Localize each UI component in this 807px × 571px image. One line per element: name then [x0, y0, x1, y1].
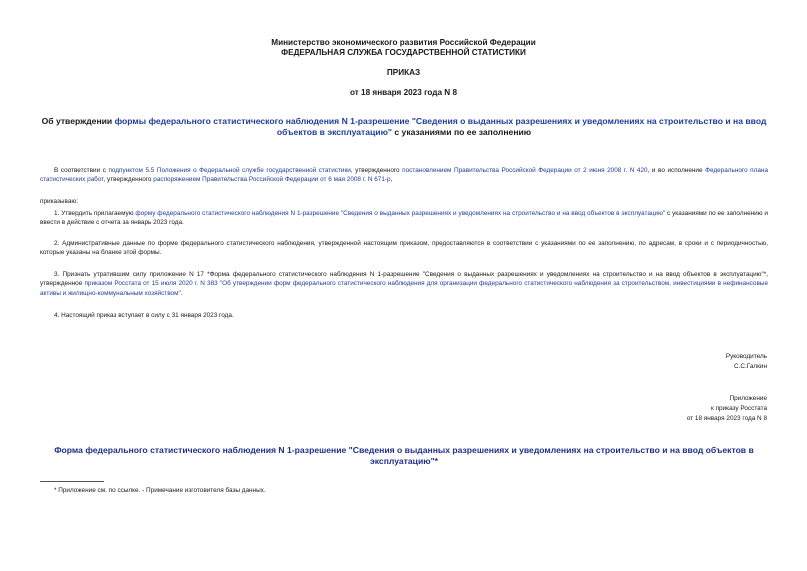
item-1-text-end: с указаниями по ее заполнению и ввести в действие с отчета за январь 2023 года. — [40, 210, 768, 227]
item-3-text-end: . — [180, 289, 183, 297]
doc-type: ПРИКАЗ — [386, 68, 421, 77]
item-1-text: 1. Утвердить прилагаемую — [54, 210, 136, 217]
appendix-line-1: Приложение — [729, 395, 767, 402]
preamble-link-order[interactable]: распоряжением Правительства Российской Федерации от 6 мая 2008 г. N 671-р — [153, 176, 391, 184]
preamble-link-decree[interactable]: постановлением Правительства Российской Федерации от 2 июня 2008 г. N 420 — [402, 167, 648, 174]
preamble-link-plan[interactable]: Федерального плана статистических работ — [40, 167, 769, 184]
appendix-line-3: от 18 января 2023 года N 8 — [686, 415, 767, 422]
title-prefix: Об утверждении — [41, 116, 115, 126]
order-word: приказываю: — [40, 198, 78, 205]
preamble-link-regulation[interactable]: подпунктом 5.5 Положения о Федеральной службе государственной статистики — [108, 167, 351, 174]
signature-name: С.С.Галкин — [733, 363, 767, 370]
doc-date-number: от 18 января 2023 года N 8 — [349, 88, 458, 97]
item-1 — [40, 209, 768, 228]
footnote-divider — [40, 481, 104, 482]
preamble-text-4: , утвержденного — [103, 176, 154, 184]
item-3-text: 3. Признать утратившим силу приложение N 17 *Форма федерального статистического наблюдения N 1-разрешение "Сведения о выданных разрешениях и уведомлениях на строительство и на ввод объектов в эксплуатацию"*, утвержденное — [40, 271, 768, 288]
title-form-link[interactable]: формы федерального статистического наблюдения N 1-разрешение "Сведения о выданных разрешениях и уведомлениях на строительство и на ввод объектов в эксплуатацию" — [114, 116, 767, 137]
item-2: 2. Административные данные по форме федерального статистического наблюдения, утвержденной настоящим приказом, предоставляются в соответствии с указаниями по ее заполнению, по адресам, в сроки и с периодичностью, которые указаны на бланке этой формы. — [40, 240, 768, 257]
title-suffix: с указаниями по ее заполнению — [391, 127, 532, 137]
item-3 — [40, 270, 768, 298]
signature-role: Руководитель — [725, 353, 767, 360]
item-1-form-link[interactable]: форму федерального статистического наблюдения N 1-разрешение "Сведения о выданных разрешениях и уведомлениях на строительство и на ввод объектов в эксплуатацию" — [135, 210, 666, 217]
preamble-text-3: , и во исполнение — [647, 167, 706, 174]
preamble-text-1: В соответствии с — [54, 167, 109, 174]
order-title — [40, 116, 768, 138]
footnote: * Приложение см. по ссылке. - Примечание изготовителя базы данных. — [54, 487, 266, 494]
preamble-text-2: , утвержденного — [350, 167, 403, 174]
ministry-name: Министерство экономического развития Российской Федерации — [271, 38, 536, 47]
item-4: 4. Настоящий приказ вступает в силу с 31 января 2023 года. — [54, 312, 234, 319]
preamble-paragraph — [40, 166, 768, 185]
preamble-text-5: , — [390, 176, 393, 184]
form-title: Форма федерального статистического наблюдения N 1-разрешение "Сведения о выданных разрешениях и уведомлениях на строительство и на ввод объектов в эксплуатацию"* — [54, 445, 754, 466]
service-name: ФЕДЕРАЛЬНАЯ СЛУЖБА ГОСУДАРСТВЕННОЙ СТАТИСТИКИ — [281, 48, 526, 57]
item-3-order-link[interactable]: приказом Росстата от 15 июля 2020 г. N 383 "Об утверждении форм федерального статистического наблюдения для организации федерального статистического наблюдения за строительством, инвестициями в нефинансовые активы и жилищно-коммунальным хозяйством" — [40, 280, 769, 297]
appendix-line-2: к приказу Росстата — [710, 405, 767, 412]
